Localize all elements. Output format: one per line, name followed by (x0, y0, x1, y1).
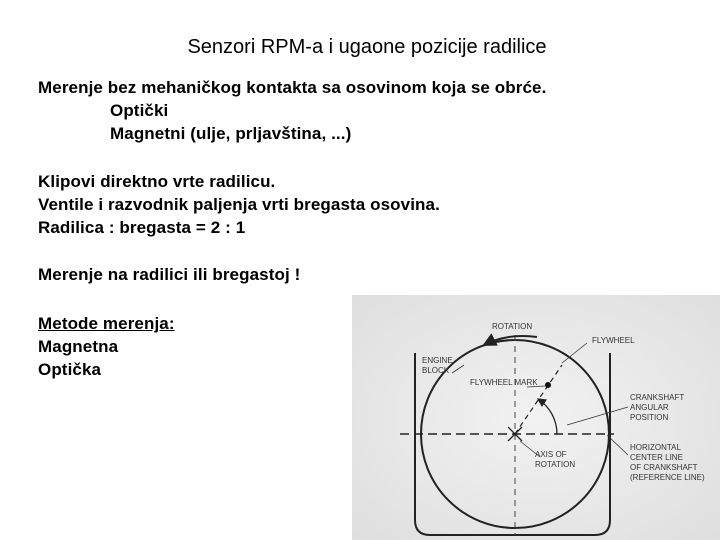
label-flywheel: FLYWHEEL (592, 336, 635, 345)
intro-text: Merenje bez mehaničkog kontakta sa osovinom koja se obrće. (38, 78, 547, 97)
label-horizontal-1: HORIZONTAL (630, 443, 681, 452)
type-magnetic: Magnetni (ulje, prljavština, ...) (110, 124, 352, 143)
fact-ratio: Radilica : bregasta = 2 : 1 (38, 218, 246, 237)
label-engine-2: BLOCK (422, 366, 450, 375)
method-magnetic: Magnetna (38, 337, 119, 356)
method-optical: Optička (38, 360, 102, 379)
methods-heading: Metode merenja: (38, 314, 175, 333)
slide-title: Senzori RPM-a i ugaone pozicije radilice (187, 36, 547, 58)
measurement-note: Merenje na radilici ili bregastoj ! (38, 265, 301, 284)
fact-pistons: Klipovi direktno vrte radilicu. (38, 172, 276, 191)
crankshaft-position-diagram (352, 295, 720, 540)
label-flywheel-mark: FLYWHEEL MARK (470, 378, 538, 387)
type-optical: Optički (110, 101, 169, 120)
label-crankshaft-2: ANGULAR (630, 403, 669, 412)
label-crankshaft-3: POSITION (630, 413, 669, 422)
label-crankshaft-1: CRANKSHAFT (630, 393, 685, 402)
label-horizontal-4: (REFERENCE LINE) (630, 473, 705, 482)
flywheel-mark-dot (545, 382, 551, 388)
label-axis-1: AXIS OF (535, 450, 567, 459)
label-axis-2: ROTATION (535, 460, 576, 469)
label-rotation: ROTATION (492, 322, 533, 331)
fact-valves: Ventile i razvodnik paljenja vrti bregasta osovina. (38, 195, 440, 214)
label-engine-1: ENGINE (422, 356, 453, 365)
label-horizontal-2: CENTER LINE (630, 453, 683, 462)
label-horizontal-3: OF CRANKSHAFT (630, 463, 698, 472)
